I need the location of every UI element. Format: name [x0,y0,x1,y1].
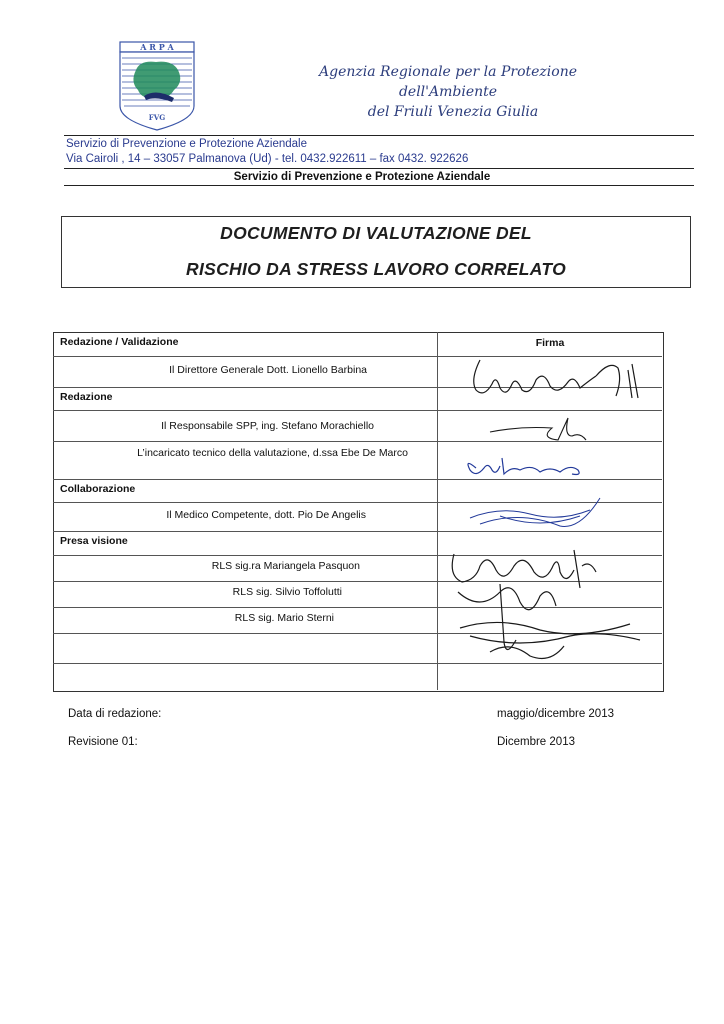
section-presa-visione: Presa visione [60,535,128,547]
table-column-divider [437,332,438,690]
signature-incaricato [468,458,579,475]
signature-responsabile [490,418,586,440]
revisione-value: Dicembre 2013 [497,736,575,748]
header-rule-top [64,135,694,136]
signature-medico [470,498,600,526]
document-title-box [61,216,691,288]
signatures-drawing [440,340,660,685]
section-redazione-validazione: Redazione / Validazione [60,336,179,348]
row-rls-sterni: RLS sig. Mario Sterni [234,612,334,624]
agency-line1: Agenzia Regionale per la Protezione dell'Ambiente [319,64,577,100]
row-rls-toffolutti: RLS sig. Silvio Toffolutti [232,586,342,598]
row-incaricato: L’incaricato tecnico della valutazione, d.ssa Ebe De Marco [137,447,408,459]
signature-rls [452,550,640,658]
logo-top-letters: A R P A [140,42,174,52]
data-redazione-label: Data di redazione: [68,708,162,720]
section-collaborazione: Collaborazione [60,483,136,495]
row-direttore: Il Direttore Generale Dott. Lionello Barbina [169,364,367,376]
data-redazione-value: maggio/dicembre 2013 [497,708,614,720]
arpa-fvg-logo [118,40,196,132]
header-rule-bold [64,185,694,186]
document-title-line2: RISCHIO DA STRESS LAVORO CORRELATO [186,259,566,279]
service-name: Servizio di Prevenzione e Protezione Aziendale [66,138,308,150]
signature-direttore [474,360,638,398]
service-name-bold: Servizio di Prevenzione e Protezione Aziendale [233,171,491,183]
row-rls-pasquon: RLS sig.ra Mariangela Pasquon [211,560,360,572]
logo-bottom-letters: FVG [148,113,166,122]
row-medico: Il Medico Competente, dott. Pio De Angelis [166,509,366,521]
row-responsabile: Il Responsabile SPP, ing. Stefano Morachiello [161,420,374,432]
header-rule-bottom [64,168,694,169]
agency-name [298,62,598,122]
section-redazione: Redazione [60,391,113,403]
document-title-line1: DOCUMENTO DI VALUTAZIONE DEL [220,223,532,243]
revisione-label: Revisione 01: [68,736,138,748]
firma-header: Firma [535,337,565,349]
agency-line2: del Friuli Venezia Giulia [367,104,539,120]
service-address: Via Cairoli , 14 – 33057 Palmanova (Ud) - tel. 0432.922611 – fax 0432. 922626 [66,153,469,165]
